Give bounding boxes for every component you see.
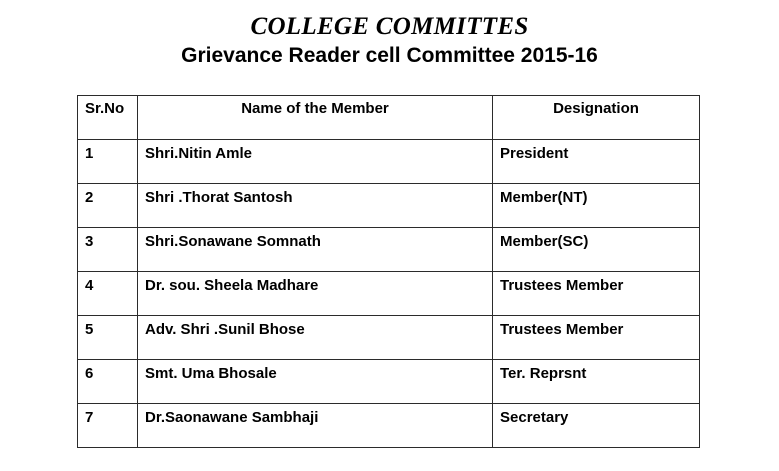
- cell-designation: Member(NT): [493, 184, 700, 228]
- cell-member-name: Dr.Saonawane Sambhaji: [138, 404, 493, 448]
- cell-member-name: Shri.Nitin Amle: [138, 140, 493, 184]
- table-header-row: [78, 96, 700, 140]
- cell-designation: Trustees Member: [493, 272, 700, 316]
- cell-srno: 1: [78, 140, 138, 184]
- table-row: [78, 140, 700, 184]
- cell-member-name: Dr. sou. Sheela Madhare: [138, 272, 493, 316]
- column-header-srno: Sr.No: [78, 96, 138, 140]
- table-row: [78, 360, 700, 404]
- cell-designation: Member(SC): [493, 228, 700, 272]
- table-row: [78, 184, 700, 228]
- cell-designation: Trustees Member: [493, 316, 700, 360]
- cell-srno: 2: [78, 184, 138, 228]
- column-header-name: Name of the Member: [138, 96, 493, 140]
- cell-member-name: Smt. Uma Bhosale: [138, 360, 493, 404]
- table-row: [78, 272, 700, 316]
- table-row: [78, 316, 700, 360]
- cell-srno: 6: [78, 360, 138, 404]
- cell-designation: Secretary: [493, 404, 700, 448]
- cell-srno: 4: [78, 272, 138, 316]
- page-title: COLLEGE COMMITTES: [250, 13, 529, 40]
- cell-member-name: Shri.Sonawane Somnath: [138, 228, 493, 272]
- cell-member-name: Shri .Thorat Santosh: [138, 184, 493, 228]
- cell-member-name: Adv. Shri .Sunil Bhose: [138, 316, 493, 360]
- cell-srno: 7: [78, 404, 138, 448]
- committee-table: [77, 95, 700, 448]
- cell-srno: 5: [78, 316, 138, 360]
- table-row: [78, 228, 700, 272]
- cell-srno: 3: [78, 228, 138, 272]
- table-row: [78, 404, 700, 448]
- cell-designation: President: [493, 140, 700, 184]
- column-header-designation: Designation: [493, 96, 700, 140]
- committee-subtitle: Grievance Reader cell Committee 2015-16: [181, 44, 598, 67]
- cell-designation: Ter. Reprsnt: [493, 360, 700, 404]
